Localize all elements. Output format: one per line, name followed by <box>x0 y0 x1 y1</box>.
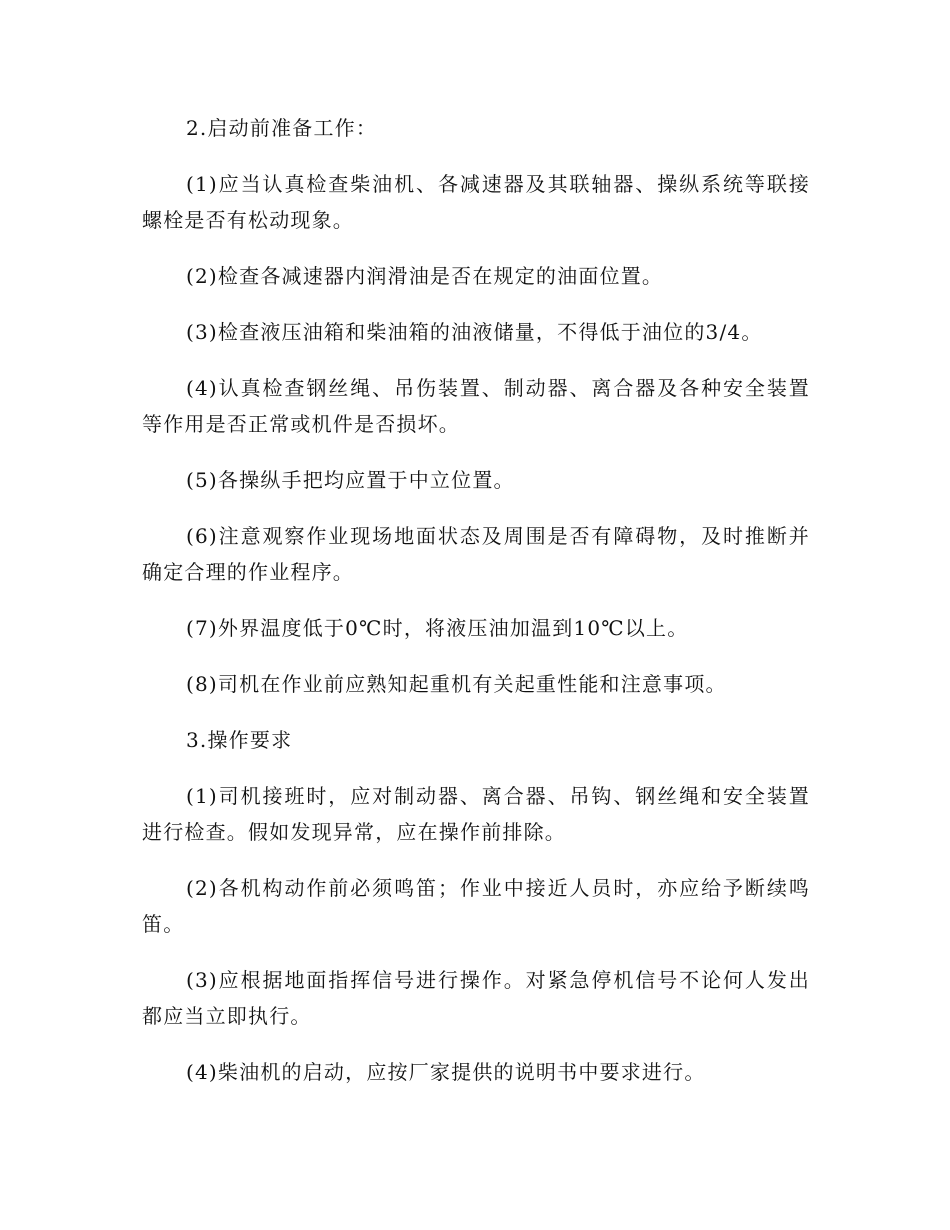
paragraph-startup-8: (8)司机在作业前应熟知起重机有关起重性能和注意事项。 <box>186 672 727 696</box>
paragraph-startup-2: (2)检查各减速器内润滑油是否在规定的油面位置。 <box>186 264 664 288</box>
paragraph-operation-4: (4)柴油机的启动，应按厂家提供的说明书中要求进行。 <box>186 1060 706 1084</box>
paragraph-startup-6: (6)注意观察作业现场地面状态及周围是否有障碍物，及时推断并确定合理的作业程序。 <box>142 524 810 584</box>
paragraph-operation-1: (1)司机接班时，应对制动器、离合器、吊钩、钢丝绳和安全装置进行检查。假如发现异常，应在操作前排除。 <box>142 784 810 844</box>
paragraph-startup-1: (1)应当认真检查柴油机、各减速器及其联轴器、操纵系统等联接螺栓是否有松动现象。 <box>142 172 810 232</box>
paragraph-startup-4: (4)认真检查钢丝绳、吊伤装置、制动器、离合器及各种安全装置等作用是否正常或机件是否损坏。 <box>142 376 810 436</box>
document-body <box>142 110 810 1110</box>
paragraph-operation-3: (3)应根据地面指挥信号进行操作。对紧急停机信号不论何人发出都应当立即执行。 <box>142 968 810 1028</box>
paragraph-operation-2: (2)各机构动作前必须鸣笛；作业中接近人员时，亦应给予断续鸣笛。 <box>142 876 810 936</box>
section-heading-startup-prep: 2.启动前准备工作： <box>186 116 378 140</box>
paragraph-startup-5: (5)各操纵手把均应置于中立位置。 <box>186 468 515 492</box>
paragraph-startup-3: (3)检查液压油箱和柴油箱的油液储量，不得低于油位的3/4。 <box>186 320 763 344</box>
paragraph-startup-7: (7)外界温度低于0℃时，将液压油加温到10℃以上。 <box>186 616 689 640</box>
section-heading-operation: 3.操作要求 <box>186 728 293 752</box>
